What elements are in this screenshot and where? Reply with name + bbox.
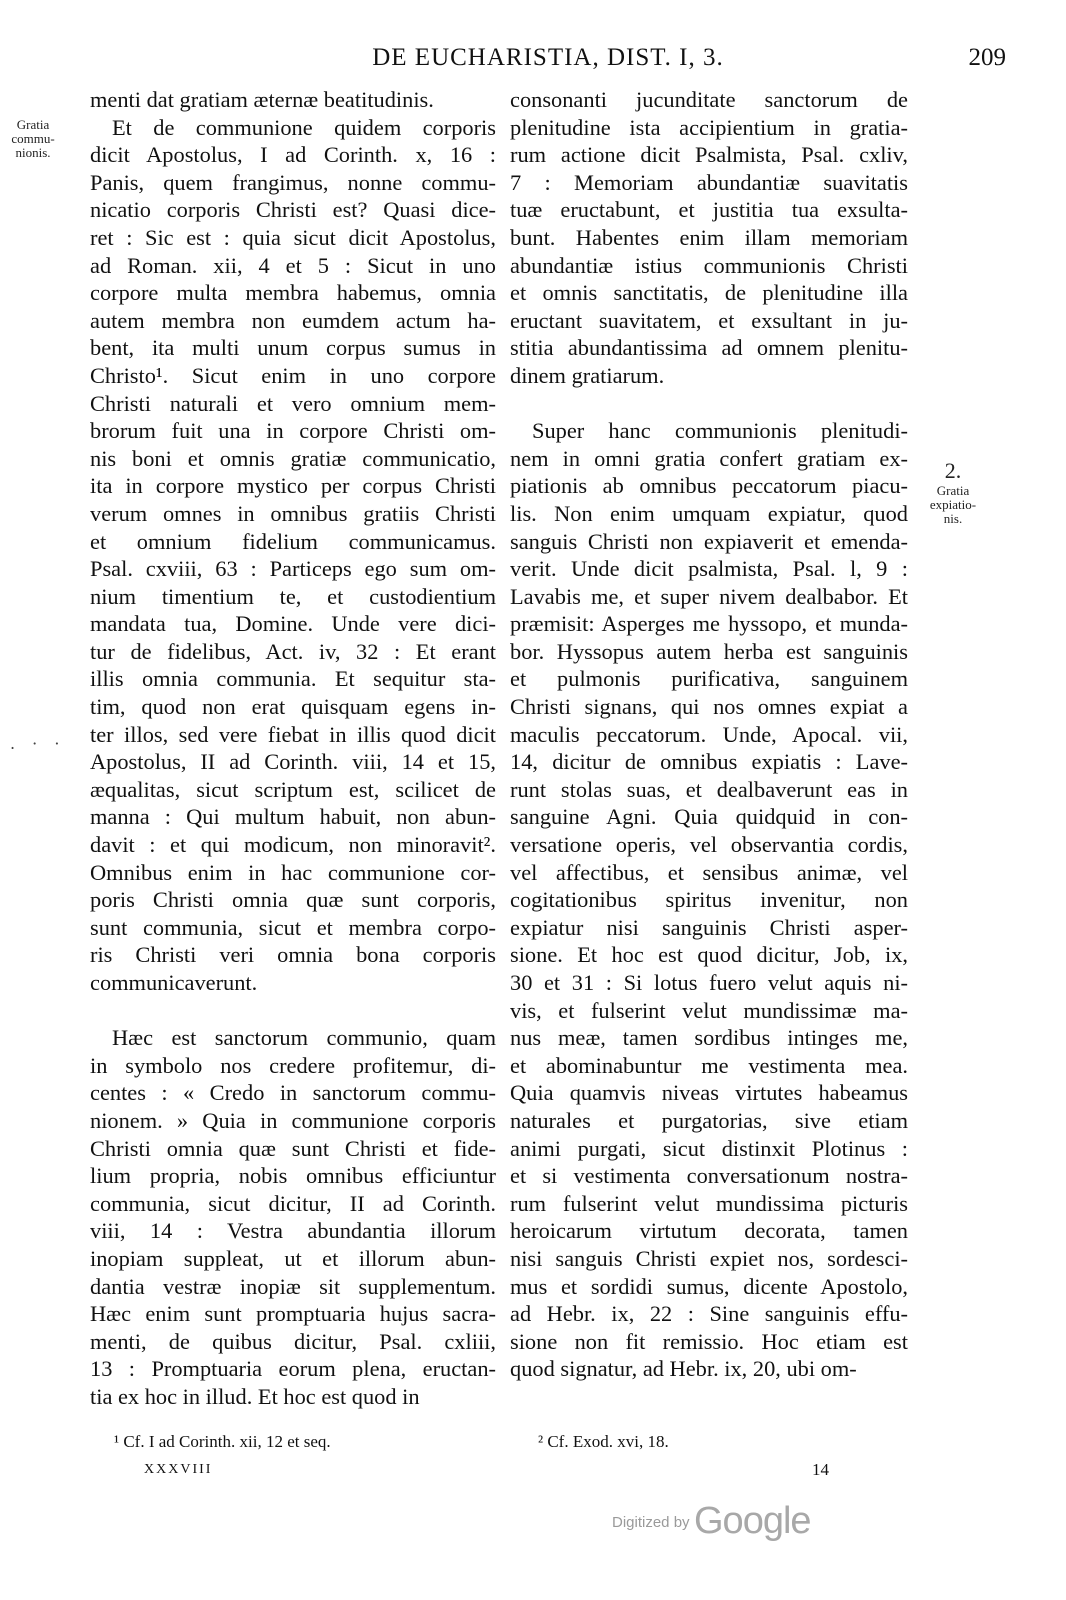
text-line: viii, 14 : Vestra abundantia illorum xyxy=(90,1218,496,1244)
text-line: Christi omnia quæ sunt Christi et fide- xyxy=(90,1135,496,1161)
text-line: rum actione dicit Psalmista, Psal. cxliv, xyxy=(510,142,908,168)
text-line: tur de fidelibus, Act. iv, 32 : Et erant xyxy=(90,638,496,664)
text-line: nionem. » Quia in communione corporis xyxy=(90,1107,496,1133)
footnote-right: ² Cf. Exod. xvi, 18. xyxy=(538,1432,669,1451)
text-line: ad Hebr. ix, 22 : Sine sanguinis effu- xyxy=(510,1301,908,1327)
text-line: et omnis sanctitatis, de plenitudine illa xyxy=(510,280,908,306)
text-line: tim, quod non erat quisquam egens in- xyxy=(90,694,496,720)
text-line: eructant suavitatem, et exsultant in ju- xyxy=(510,307,908,333)
margin-note-left xyxy=(4,118,62,160)
text-line: maculis peccatorum. Unde, Apocal. vii, xyxy=(510,721,908,747)
text-line: vel affectibus, et sensibus animæ, vel xyxy=(510,859,908,885)
margin-note-right xyxy=(916,458,990,526)
text-line: nem in omni gratia confert gratiam ex- xyxy=(510,445,908,471)
text-line: Christi signans, qui nos omnes expiat a xyxy=(510,694,908,720)
text-line: ter illos, sed vere fiebat in illis quod dicit xyxy=(90,721,496,747)
text-line: Panis, quem frangimus, nonne commu- xyxy=(90,169,496,195)
text-line: et pulmonis purificativa, sanguinem xyxy=(510,666,908,692)
text-line: cogitationibus spiritus invenitur, non xyxy=(510,887,908,913)
text-line xyxy=(510,390,908,418)
section-number: 2. xyxy=(944,458,962,483)
text-line: nicatio corporis Christi est? Quasi dice- xyxy=(90,197,496,223)
margin-note-line: Gratia xyxy=(936,483,970,498)
text-line: mus et sordidi sumus, dicente Apostolo, xyxy=(510,1273,908,1299)
text-line: inopiam suppleat, ut et illorum abun- xyxy=(90,1245,496,1271)
text-line: 7 : Memoriam abundantiæ suavitatis xyxy=(510,169,908,195)
text-line: dinem gratiarum. xyxy=(510,362,665,388)
text-line: bor. Hyssopus autem herba est sanguinis xyxy=(510,638,908,664)
text-line: communia, sicut dicitur, II ad Corinth. xyxy=(90,1190,496,1216)
text-line: verum omnes in omnibus gratiis Christi xyxy=(90,500,496,526)
text-line: davit : et qui modicum, non minoravit². xyxy=(90,832,496,858)
text-line: vis, et fulserint velut mundissimæ ma- xyxy=(510,997,908,1023)
text-line: præmisit: Asperges me hyssopo, et munda- xyxy=(510,611,908,637)
text-line: brorum fuit una in corpore Christi om- xyxy=(90,418,496,444)
text-line: communicaverunt. xyxy=(90,970,258,995)
running-head xyxy=(90,44,1006,78)
text-line: manna : Qui multum habuit, non abun- xyxy=(90,804,496,830)
text-line: sione. Et hoc est quod dicitur, Job, ix, xyxy=(510,942,908,968)
text-line: autem membra non eumdem actum ha- xyxy=(90,307,496,333)
text-line: Super hanc communionis plenitudi- xyxy=(532,418,908,444)
text-line: sanguine Agni. Quia quidquid in con- xyxy=(510,804,908,830)
page-number: 209 xyxy=(968,44,1006,71)
text-line: sione non fit remissio. Hoc etiam est xyxy=(510,1328,908,1354)
digitized-prefix: Digitized by xyxy=(612,1514,690,1531)
text-line: piationis ab omnibus peccatorum piacu- xyxy=(510,473,908,499)
text-line: ret : Sic est : quia sicut dicit Apostolus, xyxy=(90,224,496,250)
margin-note-line: expiatio- xyxy=(929,497,977,512)
text-line: dantia vestræ inopiæ sit supplementum. xyxy=(90,1273,496,1299)
text-line: runt stolas suas, et dealbaverunt eas in xyxy=(510,776,908,802)
text-line: Quia quamvis niveas virtutes habeamus xyxy=(510,1080,908,1106)
text-line: Apostolus, II ad Corinth. viii, 14 et 15, xyxy=(90,749,496,775)
text-line: Christi naturali et vero omnium mem- xyxy=(90,390,496,416)
text-line: rum fulserint velut mundissima picturis xyxy=(510,1190,908,1216)
right-column xyxy=(510,86,908,1383)
text-line: menti dat gratiam æternæ beatitudinis. xyxy=(90,87,434,112)
text-line: Hæc enim sunt promptuaria hujus sacra- xyxy=(90,1301,496,1327)
margin-note-line: commu- xyxy=(11,131,55,146)
text-line: nisi sanguis Christi expiet nos, sordesci- xyxy=(510,1245,908,1271)
text-line: tuæ eructabunt, et justitia tua exsulta- xyxy=(510,197,908,223)
text-line: ad Roman. xii, 4 et 5 : Sicut in uno xyxy=(90,252,496,278)
text-line: æqualitas, sicut scriptum est, scilicet de xyxy=(90,776,496,802)
text-line: nis boni et omnis gratiæ communicatio, xyxy=(90,445,496,471)
text-line: versatione operis, vel observantia cordis, xyxy=(510,832,908,858)
text-line: plenitudine ista accipientium in gratia- xyxy=(510,114,908,140)
text-line: mandata tua, Domine. Unde vere dici- xyxy=(90,611,496,637)
margin-marks: . · · xyxy=(10,734,66,753)
text-line: 13 : Promptuaria eorum plena, eructan- xyxy=(90,1356,496,1382)
text-line: corpore multa membra habemus, omnia xyxy=(90,280,496,306)
text-line: ris Christi veri omnia bona corporis xyxy=(90,942,496,968)
text-line: Lavabis me, et super nivem dealbabor. Et xyxy=(510,583,908,609)
text-line: centes : « Credo in sanctorum commu- xyxy=(90,1080,496,1106)
text-line: lium propria, nobis omnibus efficiuntur xyxy=(90,1163,496,1189)
text-line: poris Christi omnia quæ sunt corporis, xyxy=(90,887,496,913)
text-line: ita in corpore mystico per corpus Christi xyxy=(90,473,496,499)
text-line: abundantiæ istius communionis Christi xyxy=(510,252,908,278)
left-column xyxy=(90,86,496,1411)
text-line: animi purgati, sicut distinxit Plotinus : xyxy=(510,1135,908,1161)
digitized-watermark xyxy=(612,1500,811,1543)
text-line: 30 et 31 : Si lotus fuero velut aquis ni- xyxy=(510,970,908,995)
signature-mark: XXXVIII xyxy=(144,1462,213,1477)
text-line: Et de communione quidem corporis xyxy=(112,114,496,140)
text-line: consonanti jucunditate sanctorum de xyxy=(510,87,908,112)
text-line: Christo¹. Sicut enim in uno corpore xyxy=(90,362,496,388)
text-line: nium timentium te, et custodientium xyxy=(90,583,496,609)
text-line: Hæc est sanctorum communio, quam xyxy=(112,1025,496,1051)
text-line: nus meæ, tamen sordibus intinges me, xyxy=(510,1025,908,1051)
text-line: expiatur nisi sanguinis Christi asper- xyxy=(510,914,908,940)
sheet-number: 14 xyxy=(812,1460,829,1479)
text-line: sanguis Christi non expiaverit et emenda- xyxy=(510,528,908,554)
margin-note-line: nionis. xyxy=(15,145,51,160)
text-line: Omnibus enim in hac communione cor- xyxy=(90,859,496,885)
running-title: DE EUCHARISTIA, DIST. I, 3. xyxy=(372,44,724,71)
text-line: et abominabuntur me vestimenta mea. xyxy=(510,1052,908,1078)
text-line: Psal. cxviii, 63 : Particeps ego sum om- xyxy=(90,556,496,582)
google-logo: Google xyxy=(694,1500,811,1542)
text-line: et omnium fidelium communicamus. xyxy=(90,528,496,554)
text-line: menti, de quibus dicitur, Psal. cxliii, xyxy=(90,1328,496,1354)
text-line: quod signatur, ad Hebr. ix, 20, ubi om- xyxy=(510,1356,857,1382)
text-line: bent, ita multi unum corpus sumus in xyxy=(90,335,496,361)
footnote-left: ¹ Cf. I ad Corinth. xii, 12 et seq. xyxy=(114,1432,331,1451)
text-line: in symbolo nos credere profitemur, di- xyxy=(90,1052,496,1078)
text-line: sunt communia, sicut et membra corpo- xyxy=(90,914,496,940)
text-line: tia ex hoc in illud. Et hoc est quod in xyxy=(90,1383,420,1409)
margin-note-line: nis. xyxy=(943,511,963,526)
text-line: et si vestimenta conversationum nostra- xyxy=(510,1163,908,1189)
text-line: lis. Non enim umquam expiatur, quod xyxy=(510,500,908,526)
text-line: 14, dicitur de omnibus expiatis : Lave- xyxy=(510,749,908,775)
text-line xyxy=(90,997,496,1025)
text-line: verit. Unde dicit psalmista, Psal. l, 9 : xyxy=(510,556,908,582)
text-line: heroicarum virtutum decorata, tamen xyxy=(510,1218,908,1244)
text-line: stitia abundantissima ad omnem plenitu- xyxy=(510,335,908,361)
text-line: bunt. Habentes enim illam memoriam xyxy=(510,224,908,250)
margin-note-line: Gratia xyxy=(16,117,50,132)
text-line: illis omnia communia. Et sequitur sta- xyxy=(90,666,496,692)
text-line: dicit Apostolus, I ad Corinth. x, 16 : xyxy=(90,142,496,168)
text-line: naturales et purgatorias, sive etiam xyxy=(510,1107,908,1133)
